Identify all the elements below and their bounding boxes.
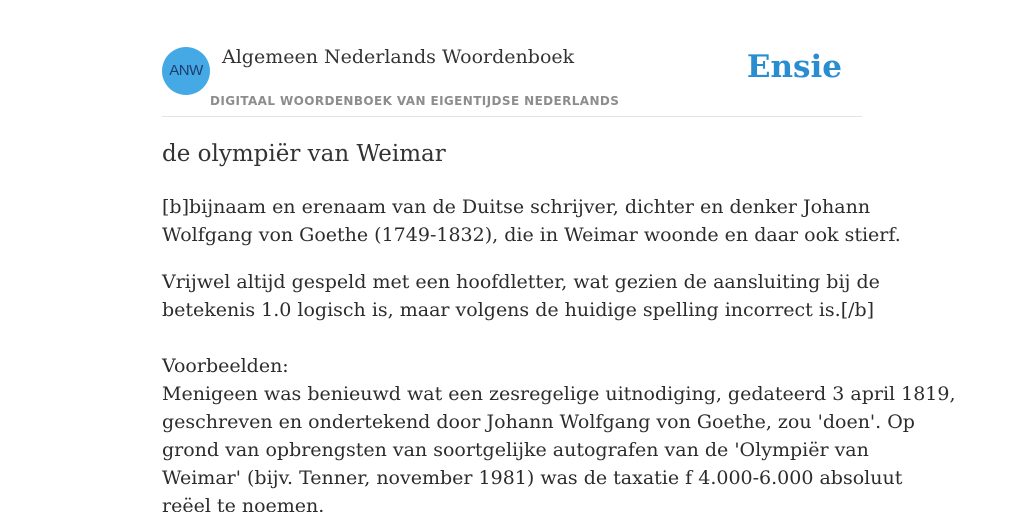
site-subtitle: DIGITAAL WOORDENBOEK VAN EIGENTIJDSE NEDERLANDS	[210, 94, 620, 108]
example-line: grond van opbrengsten van soortgelijke autografen van de 'Olympiër van	[162, 439, 869, 461]
site-title[interactable]: Algemeen Nederlands Woordenboek	[222, 46, 575, 68]
entry-examples	[162, 352, 956, 512]
definition-line: [b]bijnaam en erenaam van de Duitse schrijver, dichter en denker Johann	[162, 196, 871, 218]
entry-spelling-note	[162, 268, 880, 324]
definition-line: Wolfgang von Goethe (1749-1832), die in Weimar woonde en daar ook stierf.	[162, 224, 901, 246]
anw-logo[interactable]: ANW	[162, 47, 210, 95]
example-line: Menigeen was benieuwd wat een zesregelige uitnodiging, gedateerd 3 april 1819,	[162, 383, 956, 405]
site-header	[162, 0, 862, 117]
example-line: Weimar' (bijv. Tenner, november 1981) was de taxatie f 4.000-6.000 absoluut	[162, 467, 903, 489]
note-line: Vrijwel altijd gespeld met een hoofdletter, wat gezien de aansluiting bij de	[162, 271, 880, 293]
example-line: geschreven en ondertekend door Johann Wolfgang von Goethe, zou 'doen'. Op	[162, 411, 915, 433]
note-line: betekenis 1.0 logisch is, maar volgens de huidige spelling incorrect is.[/b]	[162, 299, 875, 321]
ensie-brand-logo[interactable]: Ensie	[746, 49, 842, 85]
examples-label: Voorbeelden:	[162, 355, 289, 377]
example-line: reëel te noemen.	[162, 495, 325, 512]
entry-definition	[162, 193, 901, 249]
entry-headword: de olympiër van Weimar	[162, 141, 446, 167]
entry-content	[162, 138, 956, 512]
